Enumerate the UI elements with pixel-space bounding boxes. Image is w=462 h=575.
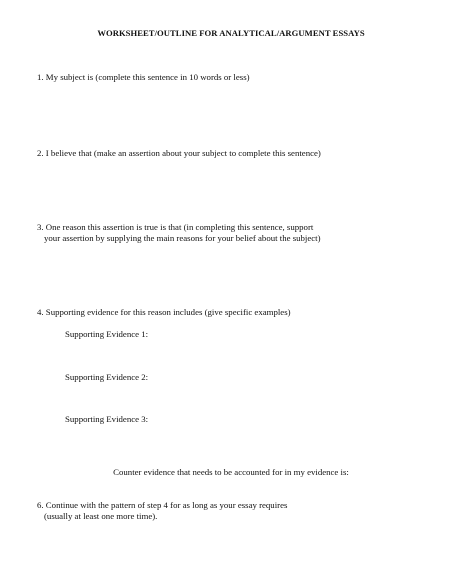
supporting-evidence-1-label: Supporting Evidence 1: (65, 329, 149, 339)
item-3-reason-line-2: your assertion by supplying the main reasons for your belief about the subject) (44, 233, 321, 243)
supporting-evidence-3-label: Supporting Evidence 3: (65, 414, 149, 424)
item-6-continue-line-2: (usually at least one more time). (44, 511, 158, 521)
counter-evidence-text: Counter evidence that needs to be accounted for in my evidence is: (113, 467, 349, 477)
item-6-continue-line-1: 6. Continue with the pattern of step 4 for as long as your essay requires (37, 500, 288, 510)
page-title: WORKSHEET/OUTLINE FOR ANALYTICAL/ARGUMENT ESSAYS (97, 28, 365, 38)
supporting-evidence-2-label: Supporting Evidence 2: (65, 372, 149, 382)
item-4-supporting-evidence: 4. Supporting evidence for this reason includes (give specific examples) (37, 307, 291, 317)
item-3-reason-line-1: 3. One reason this assertion is true is that (in completing this sentence, support (37, 222, 314, 232)
item-1-subject: 1. My subject is (complete this sentence in 10 words or less) (37, 72, 250, 82)
item-2-assertion: 2. I believe that (make an assertion about your subject to complete this sentence) (37, 148, 321, 158)
